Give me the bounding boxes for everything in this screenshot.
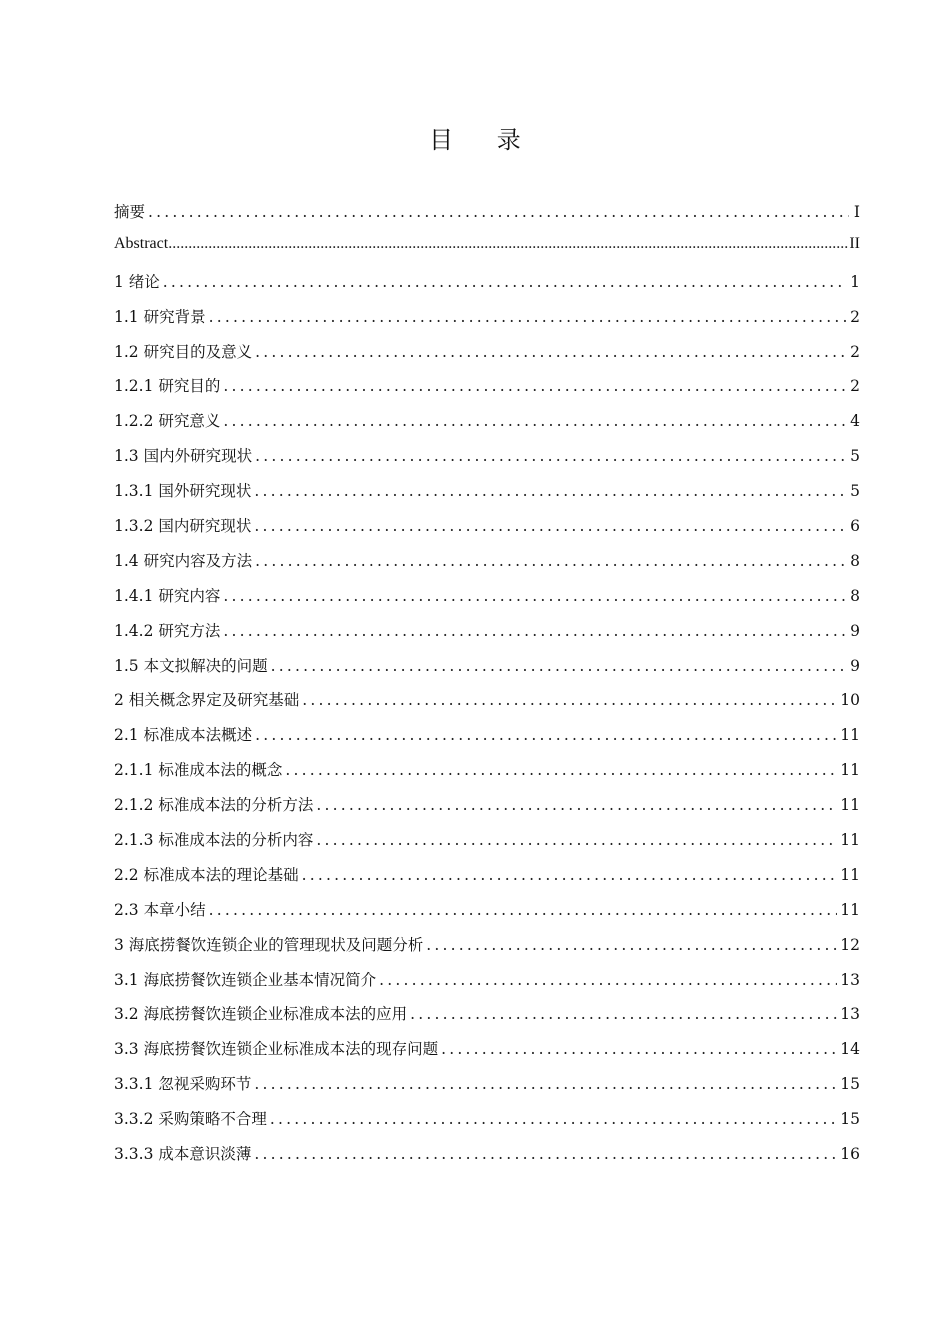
toc-entry-label: 1.3 国内外研究现状 xyxy=(114,447,253,466)
toc-entry-label: 1.2 研究目的及意义 xyxy=(114,342,253,361)
toc-entry-label: 1.2.1 研究目的 xyxy=(114,377,221,396)
toc-entry-page-number: 9 xyxy=(850,656,860,675)
toc-entry-page-number: 14 xyxy=(840,1040,860,1059)
dot-leader xyxy=(302,691,837,709)
toc-entry[interactable] xyxy=(114,793,860,828)
toc-entry-page-number: 16 xyxy=(840,1145,860,1164)
toc-entry[interactable] xyxy=(114,619,860,654)
toc-entry[interactable] xyxy=(114,828,860,863)
toc-entry[interactable] xyxy=(114,374,860,409)
dot-leader xyxy=(254,1075,837,1093)
dot-leader xyxy=(379,971,837,989)
toc-entry[interactable] xyxy=(114,898,860,933)
toc-entry-page-number: 11 xyxy=(840,865,860,884)
toc-entry-label: 3.2 海底捞餐饮连锁企业标准成本法的应用 xyxy=(114,1005,408,1024)
dot-leader xyxy=(255,447,847,465)
toc-entry-page-number: 15 xyxy=(840,1110,860,1129)
toc-entry[interactable] xyxy=(114,479,860,514)
dot-leader xyxy=(316,831,837,849)
dot-leader xyxy=(302,866,838,884)
toc-entry[interactable] xyxy=(114,933,860,968)
dot-leader xyxy=(255,552,847,570)
toc-entry-label: 1.4.2 研究方法 xyxy=(114,621,221,640)
dot-leader xyxy=(223,622,847,640)
table-of-contents xyxy=(114,200,860,1177)
toc-entry-label: 3.3.3 成本意识淡薄 xyxy=(114,1145,252,1164)
toc-entry-label: 1 绪论 xyxy=(114,272,160,291)
toc-entry[interactable] xyxy=(114,409,860,444)
dot-leader xyxy=(209,308,848,326)
toc-entry[interactable] xyxy=(114,549,860,584)
toc-entry-page-number: 12 xyxy=(840,935,860,954)
toc-entry[interactable] xyxy=(114,305,860,340)
dot-leader xyxy=(255,726,837,744)
toc-entry[interactable] xyxy=(114,340,860,375)
dot-leader xyxy=(223,412,847,430)
toc-entry-label: 1.2.2 研究意义 xyxy=(114,412,221,431)
dot-leader xyxy=(270,1110,837,1128)
toc-entry[interactable] xyxy=(114,1107,860,1142)
toc-entry-label: 2 相关概念界定及研究基础 xyxy=(114,691,300,710)
toc-entry-page-number: 11 xyxy=(840,726,860,745)
toc-entry-label: Abstract xyxy=(114,234,169,252)
toc-entry[interactable] xyxy=(114,514,860,549)
toc-entry-label: 3 海底捞餐饮连锁企业的管理现状及问题分析 xyxy=(114,935,424,954)
toc-entry-page-number: 9 xyxy=(850,621,860,640)
toc-entry-page-number: 6 xyxy=(850,517,860,536)
toc-entry-page-number: 10 xyxy=(840,691,860,710)
toc-entry-page-number: 13 xyxy=(840,1005,860,1024)
toc-entry-page-number: 8 xyxy=(850,586,860,605)
dot-leader xyxy=(441,1040,837,1058)
toc-entry-page-number: 13 xyxy=(840,970,860,989)
page-title: 目 录 xyxy=(429,126,539,154)
dot-leader xyxy=(426,936,837,954)
toc-entry[interactable] xyxy=(114,688,860,723)
toc-entry-label: 摘要 xyxy=(114,203,146,221)
toc-entry-label: 1.3.2 国内研究现状 xyxy=(114,517,252,536)
toc-entry[interactable] xyxy=(114,723,860,758)
toc-entry[interactable] xyxy=(114,1072,860,1107)
toc-entry-page-number: 5 xyxy=(850,482,860,501)
toc-entry-page-number: 2 xyxy=(850,307,860,326)
toc-entry[interactable] xyxy=(114,235,860,270)
toc-entry[interactable] xyxy=(114,584,860,619)
toc-entry-label: 2.3 本章小结 xyxy=(114,900,206,919)
toc-entry-page-number: 11 xyxy=(840,761,860,780)
toc-entry-page-number: 11 xyxy=(840,831,860,850)
toc-entry-label: 3.1 海底捞餐饮连锁企业基本情况简介 xyxy=(114,970,377,989)
toc-entry-page-number: II xyxy=(849,234,860,252)
toc-entry[interactable] xyxy=(114,654,860,689)
toc-entry-label: 1.1 研究背景 xyxy=(114,307,206,326)
toc-entry-page-number: 2 xyxy=(850,342,860,361)
toc-entry-page-number: 8 xyxy=(850,551,860,570)
dot-leader xyxy=(209,901,838,919)
dot-leader xyxy=(410,1005,837,1023)
toc-entry-page-number: 11 xyxy=(840,796,860,815)
toc-entry[interactable] xyxy=(114,444,860,479)
toc-entry-label: 3.3.1 忽视采购环节 xyxy=(114,1075,252,1094)
toc-entry-label: 3.3.2 采购策略不合理 xyxy=(114,1110,267,1129)
toc-entry[interactable] xyxy=(114,1037,860,1072)
dot-leader xyxy=(254,1145,837,1163)
toc-entry-label: 2.1.2 标准成本法的分析方法 xyxy=(114,796,314,815)
toc-entry-label: 1.4.1 研究内容 xyxy=(114,586,221,605)
dot-leader xyxy=(223,377,847,395)
dot-leader xyxy=(255,343,847,361)
toc-entry[interactable] xyxy=(114,1002,860,1037)
toc-entry[interactable] xyxy=(114,863,860,898)
toc-entry[interactable] xyxy=(114,758,860,793)
dot-leader xyxy=(168,235,849,253)
toc-entry-label: 2.1.3 标准成本法的分析内容 xyxy=(114,831,314,850)
toc-entry-label: 1.5 本文拟解决的问题 xyxy=(114,656,268,675)
dot-leader xyxy=(271,657,848,675)
toc-entry-page-number: 4 xyxy=(850,412,860,431)
toc-entry-page-number: 11 xyxy=(840,900,860,919)
dot-leader xyxy=(316,796,837,814)
toc-entry-page-number: 5 xyxy=(850,447,860,466)
dot-leader xyxy=(285,761,837,779)
toc-entry-label: 2.2 标准成本法的理论基础 xyxy=(114,865,299,884)
toc-entry-label: 2.1 标准成本法概述 xyxy=(114,726,253,745)
dot-leader xyxy=(163,273,847,291)
toc-entry-label: 2.1.1 标准成本法的概念 xyxy=(114,761,283,780)
dot-leader xyxy=(254,517,847,535)
toc-entry-page-number: 2 xyxy=(850,377,860,396)
dot-leader xyxy=(254,482,847,500)
toc-entry-label: 1.4 研究内容及方法 xyxy=(114,551,253,570)
toc-entry-page-number: 15 xyxy=(840,1075,860,1094)
dot-leader xyxy=(223,587,847,605)
toc-entry[interactable] xyxy=(114,968,860,1003)
toc-entry-page-number: I xyxy=(853,203,860,221)
toc-entry[interactable] xyxy=(114,200,860,235)
toc-entry-label: 3.3 海底捞餐饮连锁企业标准成本法的现存问题 xyxy=(114,1040,439,1059)
toc-entry-label: 1.3.1 国外研究现状 xyxy=(114,482,252,501)
dot-leader xyxy=(148,203,849,221)
toc-entry[interactable] xyxy=(114,1142,860,1177)
toc-entry-page-number: 1 xyxy=(850,272,860,291)
toc-entry[interactable] xyxy=(114,270,860,305)
